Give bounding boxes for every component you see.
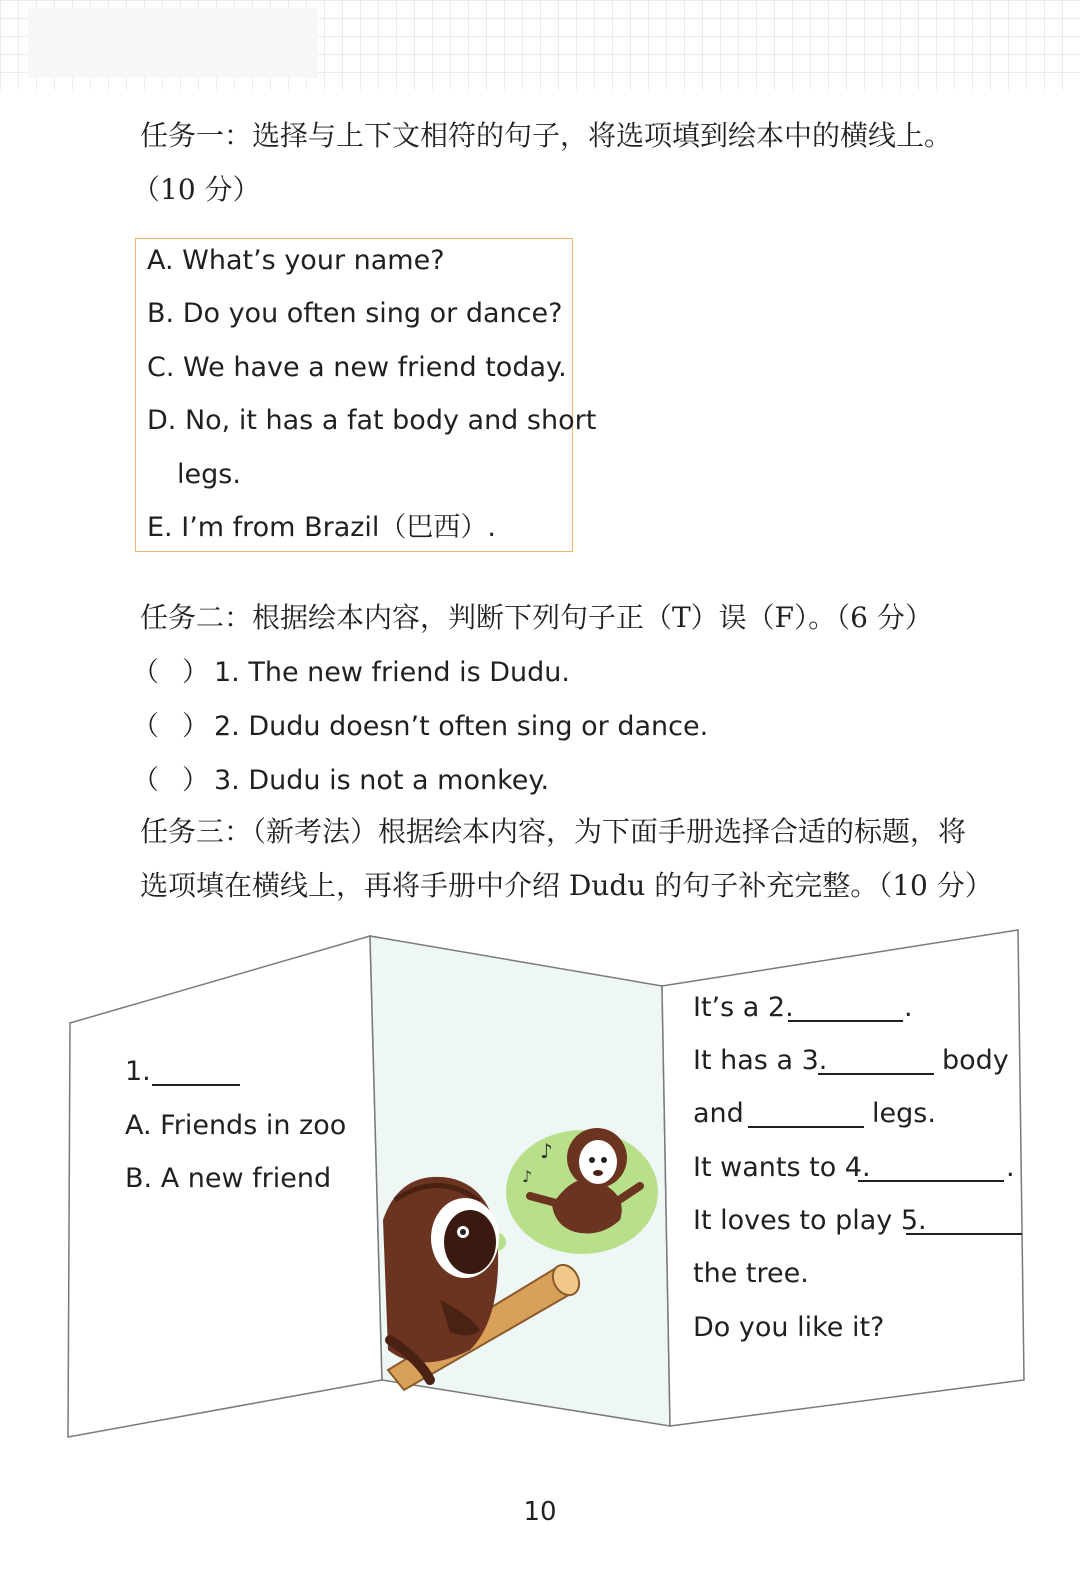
tf-paren-close-1: ） [182, 657, 209, 688]
fill-line-4-period: . [1006, 1152, 1015, 1183]
blank-2[interactable] [788, 996, 903, 1027]
fill-line-6: the tree. [693, 1258, 809, 1289]
task2-heading: 任务二：根据绘本内容，判断下列句子正（T）误（F）。（6 分） [140, 601, 933, 634]
fill-line-5: It loves to play 5. [693, 1205, 927, 1236]
fill-line-3-end: legs. [872, 1098, 936, 1129]
svg-text:♪: ♪ [540, 1139, 553, 1163]
option-a: A. What’s your name? [147, 245, 445, 276]
svg-text:♪: ♪ [522, 1167, 533, 1186]
tf-paren-open-1: （ [132, 657, 159, 688]
tf-paren-open-2: （ [132, 711, 159, 742]
fill-line-4: It wants to 4. [693, 1152, 871, 1183]
blank-3b[interactable] [748, 1102, 864, 1133]
title-number: 1. [125, 1056, 151, 1087]
options-box [135, 238, 573, 552]
tf-paren-close-3: ） [182, 765, 209, 796]
header-blank-area [28, 8, 318, 78]
task3-line-1: 任务三：（新考法）根据绘本内容，为下面手册选择合适的标题，将 [140, 815, 967, 848]
tf-statement-3: 3. Dudu is not a monkey. [214, 765, 550, 796]
fill-line-1: It’s a 2. [693, 992, 794, 1023]
task1-score: （10 分） [132, 173, 261, 206]
option-b: B. Do you often sing or dance? [147, 298, 563, 329]
title-answer-blank[interactable] [152, 1060, 240, 1091]
option-c: C. We have a new friend today. [147, 352, 567, 383]
blank-5[interactable] [906, 1209, 1022, 1240]
fill-line-7: Do you like it? [693, 1312, 885, 1343]
fill-line-2-end: body [942, 1045, 1009, 1076]
fill-line-1-period: . [904, 992, 913, 1023]
blank-3a[interactable] [818, 1049, 934, 1080]
blank-4[interactable] [858, 1156, 1004, 1187]
option-d: D. No, it has a fat body and short [147, 405, 597, 436]
tf-paren-open-3: （ [132, 765, 159, 796]
option-e: E. I’m from Brazil（巴西）. [147, 512, 496, 543]
tf-statement-1: 1. The new friend is Dudu. [214, 657, 570, 688]
task1-heading: 任务一：选择与上下文相符的句子，将选项填到绘本中的横线上。 [140, 119, 953, 152]
fill-line-2: It has a 3. [693, 1045, 828, 1076]
option-d-continued: legs. [177, 459, 241, 490]
title-option-b: B. A new friend [125, 1163, 332, 1194]
tf-statement-2: 2. Dudu doesn’t often sing or dance. [214, 711, 709, 742]
task3-line-2: 选项填在横线上，再将手册中介绍 Dudu 的句子补充完整。（10 分） [140, 869, 993, 902]
page-number: 10 [523, 1497, 557, 1527]
fill-line-3: and [693, 1098, 744, 1129]
tf-paren-close-2: ） [182, 711, 209, 742]
title-option-a: A. Friends in zoo [125, 1110, 347, 1141]
